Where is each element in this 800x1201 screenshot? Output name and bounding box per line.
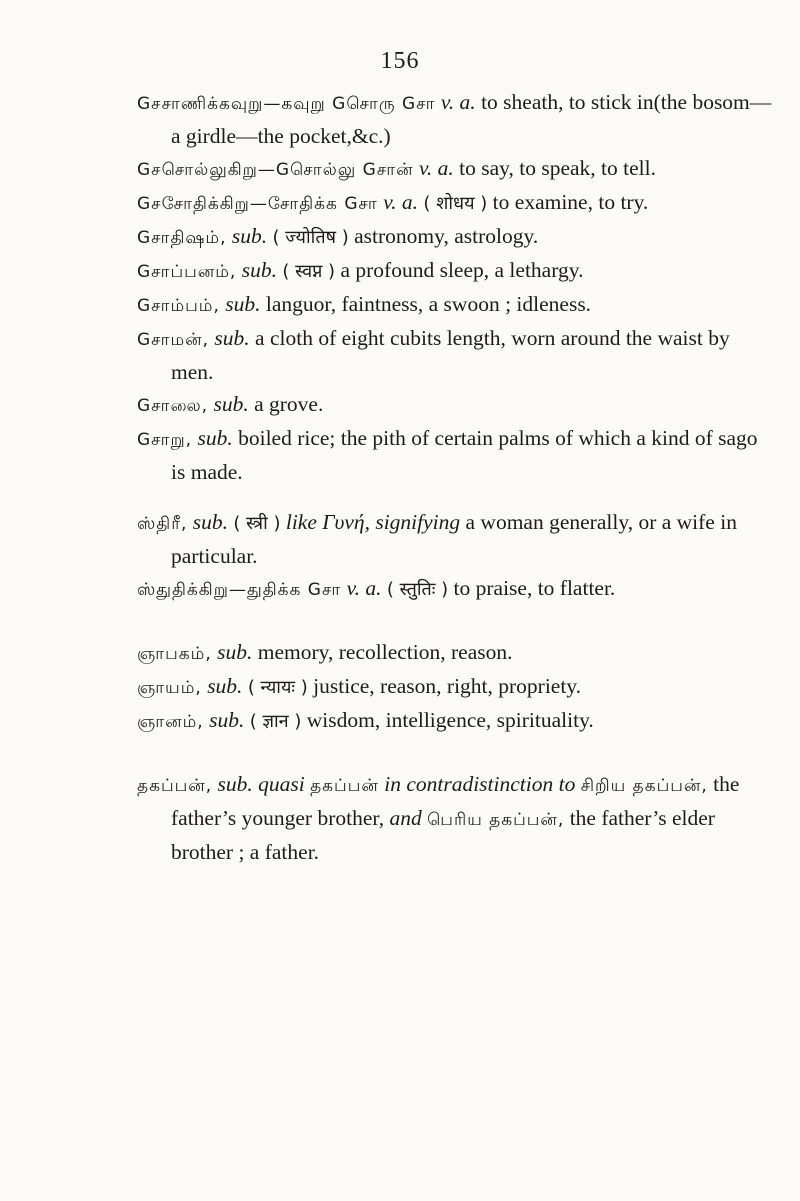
gloss: to say, to speak, to tell. <box>459 156 656 180</box>
gloss: the father’s younger brother, <box>171 772 740 830</box>
tamil-headword: Gசசோதிக்கிறு—சோதிக்க Gசா <box>137 194 378 214</box>
gloss: a woman generally, or a wife in particular. <box>171 510 737 568</box>
gloss: to sheath, to stick in(the bosom—a girdle—the pocket,&c.) <box>171 90 772 148</box>
gloss: to praise, to flatter. <box>453 576 616 600</box>
dictionary-entry <box>137 572 777 606</box>
gloss: a grove. <box>254 392 324 416</box>
dictionary-entry <box>137 254 777 288</box>
part-of-speech: v. a. <box>346 576 382 600</box>
part-of-speech: v. a. <box>440 90 476 114</box>
page-number: 156 <box>380 48 420 74</box>
tamil-headword: Gசாலை, <box>137 396 209 416</box>
dictionary-entry <box>137 670 777 704</box>
sanskrit-equivalent: ( स्त्री ) <box>233 513 281 534</box>
part-of-speech: sub. <box>197 426 233 450</box>
tamil-headword: Gசாமன், <box>137 330 210 350</box>
tamil-word: சிறிய தகப்பன், <box>580 776 708 796</box>
sanskrit-equivalent: ( स्वप्न ) <box>282 261 336 282</box>
section-gap <box>137 606 777 636</box>
dictionary-entry <box>137 186 777 220</box>
part-of-speech: sub. <box>192 510 229 534</box>
part-of-speech: sub. <box>209 708 245 732</box>
dictionary-entry <box>137 388 777 422</box>
tamil-headword: தகப்பன், <box>137 776 213 796</box>
part-of-speech: sub. <box>207 674 243 698</box>
gloss: justice, reason, right, propriety. <box>313 674 582 698</box>
gloss: memory, recollection, reason. <box>257 640 513 664</box>
gloss: the father’s elder brother ; a father. <box>171 806 715 864</box>
gloss: boiled rice; the pith of certain palms of which a kind of sago is made. <box>171 426 758 484</box>
tamil-headword: Gசாம்பம், <box>137 296 220 316</box>
tamil-headword: Gசசொல்லுகிறு—Gசொல்லு Gசான் <box>137 160 414 180</box>
part-of-speech: sub. <box>214 326 250 350</box>
tamil-headword: ஞானம், <box>137 712 204 732</box>
tamil-word: தகப்பன் <box>310 776 379 796</box>
tamil-headword: Gசாப்பனம், <box>137 262 237 282</box>
tamil-word: பெரிய தகப்பன், <box>427 810 565 830</box>
gloss-italic: and <box>389 806 422 830</box>
tamil-headword: Gசாதிஷம், <box>137 228 227 248</box>
sanskrit-equivalent: ( स्तुतिः ) <box>386 579 449 600</box>
sanskrit-equivalent: ( शोधय ) <box>423 193 488 214</box>
tamil-headword: Gசாறு, <box>137 430 193 450</box>
gloss-italic: in contradistinction to <box>384 772 576 796</box>
dictionary-entry <box>137 152 777 186</box>
dictionary-entry <box>137 768 777 868</box>
dictionary-entry <box>137 86 777 152</box>
sanskrit-equivalent: ( ज्योतिष ) <box>272 227 349 248</box>
tamil-headword: Gசசாணிக்கவுறு—கவுறு Gசொரு Gசா <box>137 94 436 114</box>
part-of-speech: sub. <box>217 640 253 664</box>
dictionary-entry <box>137 322 777 388</box>
tamil-headword: ஸ்திரீ, <box>137 514 188 534</box>
part-of-speech: sub. <box>225 292 261 316</box>
part-of-speech: sub. <box>241 258 277 282</box>
sanskrit-equivalent: ( न्यायः ) <box>247 677 308 698</box>
dictionary-entry <box>137 704 777 738</box>
dictionary-entry <box>137 288 777 322</box>
gloss: languor, faintness, a swoon ; idleness. <box>265 292 592 316</box>
part-of-speech: sub. <box>231 224 268 248</box>
dictionary-entry <box>137 220 777 254</box>
part-of-speech: sub. <box>213 392 249 416</box>
dictionary-entry <box>137 636 777 670</box>
gloss: wisdom, intelligence, spirituality. <box>306 708 594 732</box>
gloss-italic: like Γυνή, signifying <box>285 510 461 534</box>
dictionary-entry <box>137 506 777 572</box>
entries-block <box>137 86 777 868</box>
gloss: astronomy, astrology. <box>354 224 539 248</box>
tamil-headword: ஞாபகம், <box>137 644 212 664</box>
part-of-speech: v. a. <box>418 156 454 180</box>
gloss: to examine, to try. <box>492 190 649 214</box>
gloss: a cloth of eight cubits length, worn around the waist by men. <box>171 326 730 384</box>
part-of-speech: v. a. <box>383 190 419 214</box>
tamil-headword: ஸ்துதிக்கிறு—துதிக்க Gசா <box>137 580 342 600</box>
part-of-speech: sub. <box>217 772 253 796</box>
section-gap <box>137 738 777 768</box>
tamil-headword: ஞாயம், <box>137 678 202 698</box>
section-gap <box>137 488 777 506</box>
gloss: a profound sleep, a lethargy. <box>340 258 584 282</box>
quasi-label: quasi <box>258 772 305 796</box>
dictionary-entry <box>137 422 777 488</box>
sanskrit-equivalent: ( ज्ञान ) <box>249 711 302 732</box>
